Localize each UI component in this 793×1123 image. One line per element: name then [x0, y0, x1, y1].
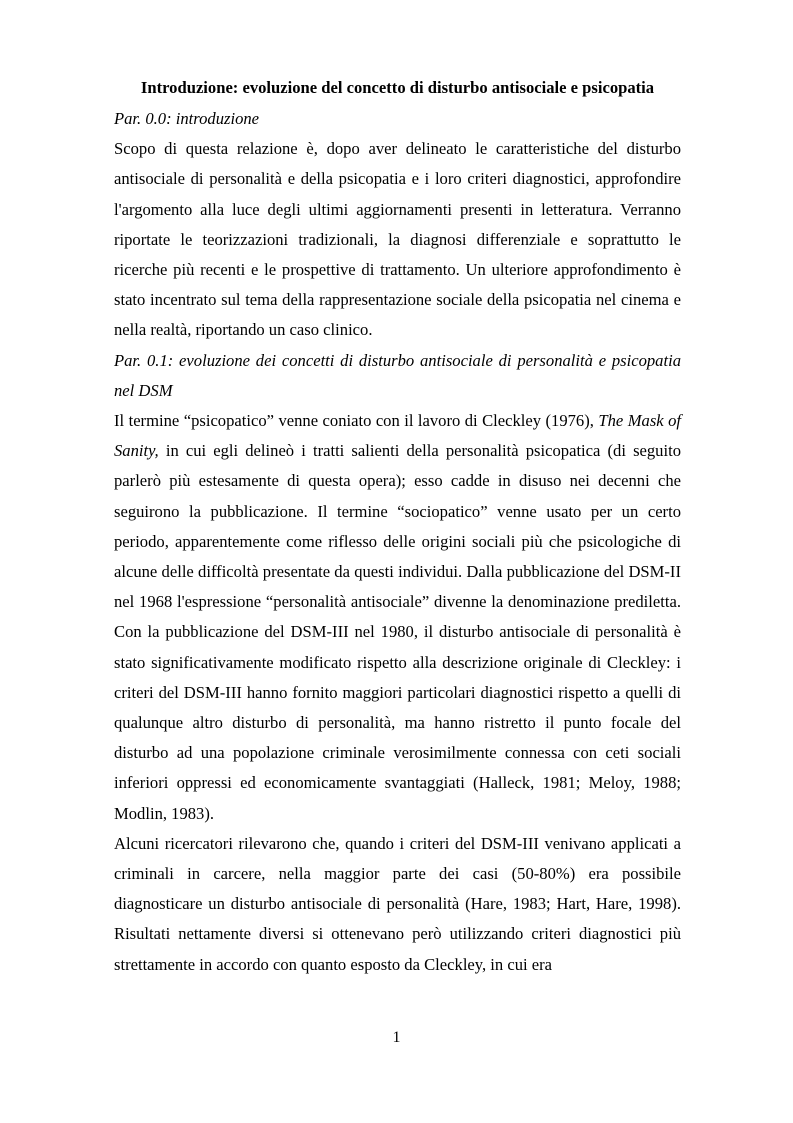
history-paragraph-1: [114, 406, 681, 829]
section-heading-0-1: Par. 0.1: evoluzione dei concetti di disturbo antisociale di personalità e psicopatia nel DSM: [114, 350, 681, 400]
page-number: 1: [392, 1029, 401, 1046]
history-paragraph-1-rest: in cui egli delineò i tratti salienti della personalità psicopatica (di seguito parlerò più estesamente di questa opera); esso cadde in disuso nei decenni che seguirono la pubblicazione. Il termine “sociopatico” venne usato per un certo periodo, apparentemente come riflesso delle origini sociali più che psicologiche di alcune delle difficoltà presentate da questi individui. Dalla pubblicazione del DSM-II nel 1968 l'espressione “personalità antisociale” divenne la denominazione prediletta. Con la pubblicazione del DSM-III nel 1980, il disturbo antisociale di personalità è stato significativamente modificato rispetto alla descrizione originale di Cleckley: i criteri del DSM-III hanno fornito maggiori particolari diagnostici rispetto a quelli di qualunque altro disturbo di personalità, ma hanno ristretto il punto focale del disturbo ad una popolazione criminale verosimilmente connessa con ceti sociali inferiori oppressi ed economicamente svantaggiati (Halleck, 1981; Meloy, 1988; Modlin, 1983).: [114, 441, 681, 823]
document-page: [114, 72, 681, 980]
history-paragraph-1-start: Il termine “psicopatico” venne coniato con il lavoro di Cleckley (1976),: [114, 411, 599, 431]
book-title: The Mask of Sanity,: [114, 411, 681, 461]
section-heading-0-0: Par. 0.0: introduzione: [114, 109, 260, 128]
history-paragraph-2: Alcuni ricercatori rilevarono che, quando i criteri del DSM-III venivano applicati a criminali in carcere, nella maggior parte dei casi (50-80%) era possibile diagnosticare un disturbo antisociale di personalità (Hare, 1983; Hart, Hare, 1998). Risultati nettamente diversi si ottenevano però utilizzando criteri diagnostici più strettamente in accordo con quanto esposto da Cleckley, in cui era: [114, 833, 681, 974]
intro-paragraph: Scopo di questa relazione è, dopo aver delineato le caratteristiche del disturbo antisociale di personalità e della psicopatia e i loro criteri diagnostici, approfondire l'argomento alla luce degli ultimi aggiornamenti presenti in letteratura. Verranno riportate le teorizzazioni tradizionali, la diagnosi differenziale e soprattutto le ricerche più recenti e le prospettive di trattamento. Un ulteriore approfondimento è stato incentrato sul tema della rappresentazione sociale della psicopatia nel cinema e nella realtà, riportando un caso clinico.: [114, 139, 681, 340]
document-title: Introduzione: evoluzione del concetto di disturbo antisociale e psicopatia: [140, 78, 655, 97]
